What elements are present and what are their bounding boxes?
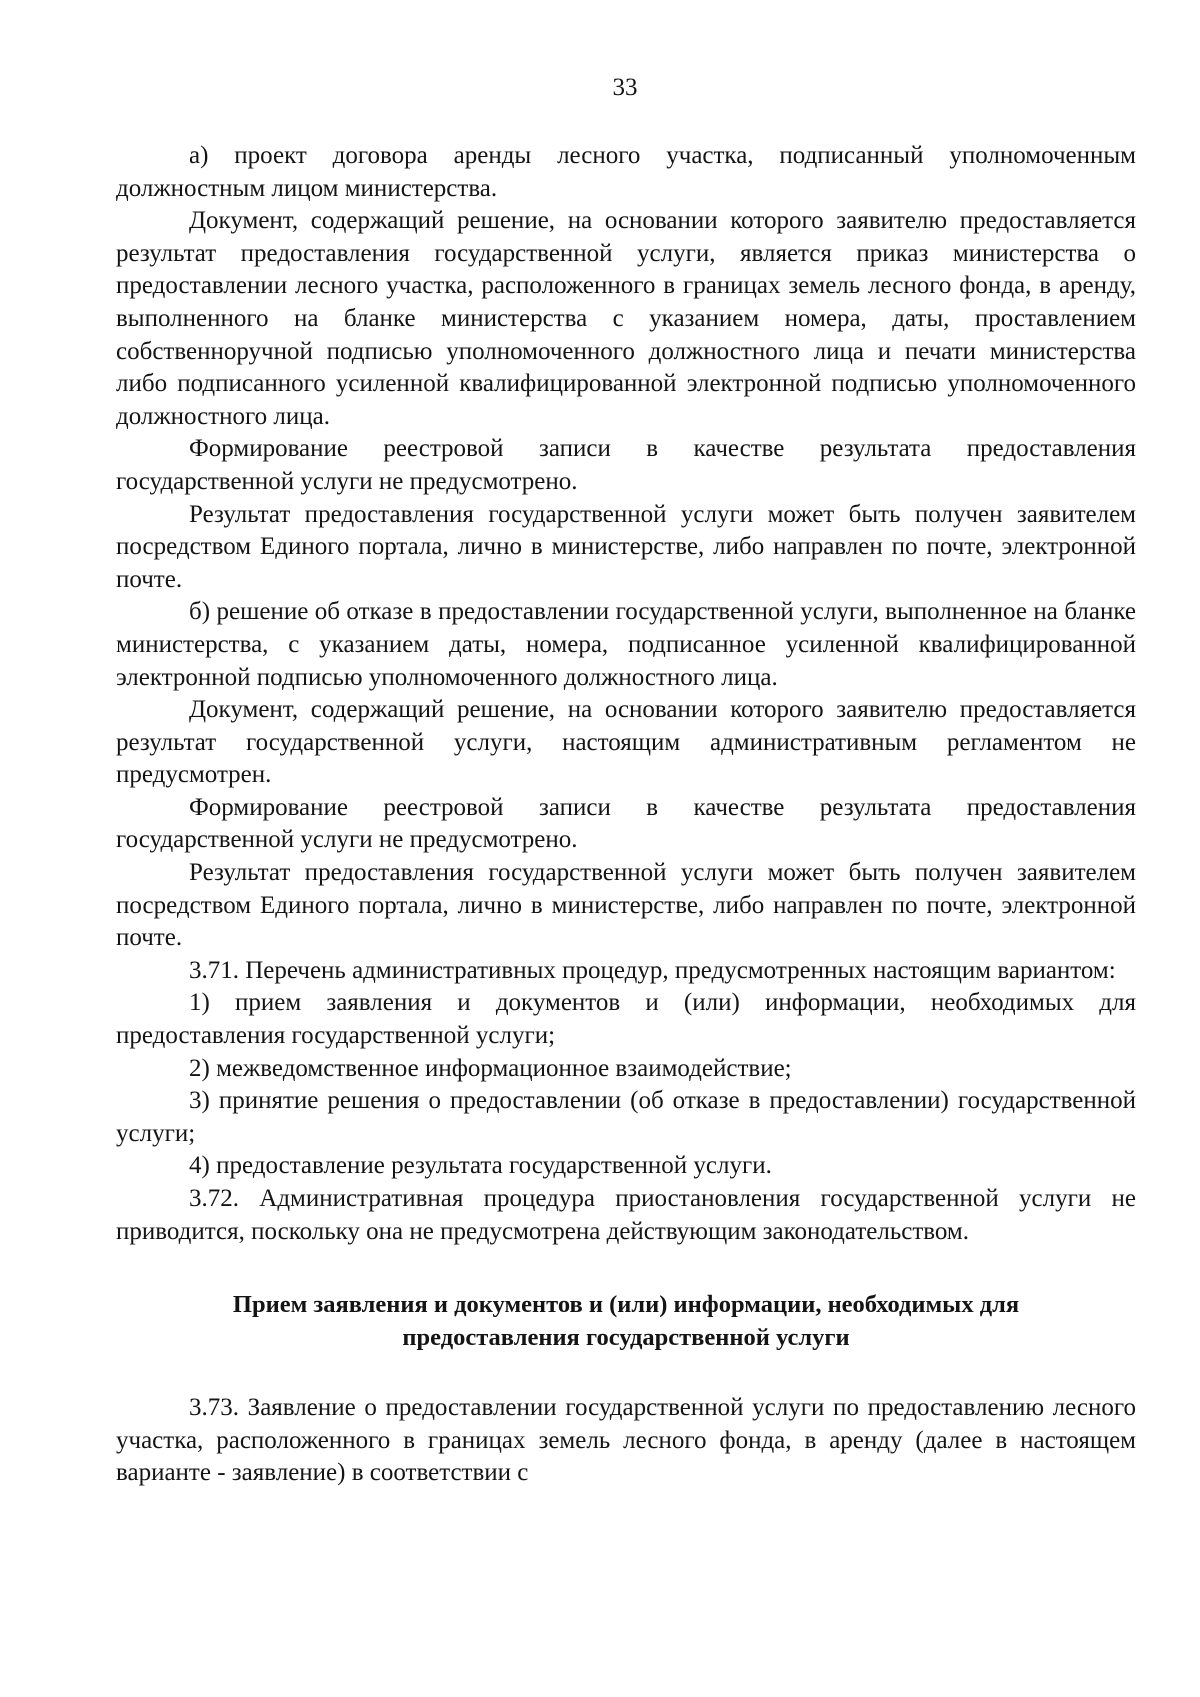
page-number: 33: [612, 74, 638, 101]
list-item: 4) предоставление результата государственной услуги.: [189, 1152, 772, 1180]
paragraph: 3.71. Перечень административных процедур, предусмотренных настоящим вариантом:: [189, 956, 1116, 984]
paragraph: Документ, содержащий решение, на основании которого заявителю предоставляется результат предоставления государственной услуги, является приказ министерства о предоставлении лесного участка, расположенного в границах земель лесного фонда, в аренду, выполненного на бланке министерства с указанием номера, даты, проставлением собственноручной подписью уполномоченного должностного лица и печати министерства либо подписанного усиленной квалифицированной электронной подписью уполномоченного должностного лица.: [116, 207, 1136, 430]
paragraph: а) проект договора аренды лесного участка, подписанный уполномоченным должностным лицом министерства.: [116, 142, 1136, 202]
section-heading: [116, 1288, 1136, 1354]
paragraph: 3.73. Заявление о предоставлении государственной услуги по предоставлению лесного участка, расположенного в границах земель лесного фонда, в аренду (далее в настоящем варианте - заявление) в соответствии с: [116, 1394, 1136, 1487]
paragraph: Документ, содержащий решение, на основании которого заявителю предоставляется результат государственной услуги, настоящим административным регламентом не предусмотрен.: [116, 696, 1136, 789]
list-item: 1) прием заявления и документов и (или) информации, необходимых для предоставления государственной услуги;: [116, 989, 1136, 1050]
paragraph: Результат предоставления государственной услуги может быть получен заявителем посредством Единого портала, лично в министерстве, либо направлен по почте, электронной почте.: [116, 500, 1136, 593]
list-item: 3) принятие решения о предоставлении (об отказе в предоставлении) государственной услуги;: [116, 1087, 1136, 1147]
paragraph: 3.72. Административная процедура приостановления государственной услуги не приводится, поскольку она не предусмотрена действующим законодательством.: [116, 1185, 1136, 1245]
section-heading-line: предоставления государственной услуги: [402, 1324, 850, 1352]
paragraph: б) решение об отказе в предоставлении государственной услуги, выполненное на бланке министерства, с указанием даты, номера, подписанное усиленной квалифицированной электронной подписью уполномоченного должностного лица.: [116, 598, 1136, 691]
paragraph: Формирование реестровой записи в качестве результата предоставления государственной услуги не предусмотрено.: [116, 793, 1136, 854]
paragraph: Результат предоставления государственной услуги может быть получен заявителем посредством Единого портала, лично в министерстве, либо направлен по почте, электронной почте.: [116, 859, 1136, 952]
page-body: [116, 140, 1136, 1490]
section-heading-line: Прием заявления и документов и (или) информации, необходимых для: [232, 1291, 1020, 1319]
paragraph: Формирование реестровой записи в качестве результата предоставления государственной услуги не предусмотрено.: [116, 435, 1136, 495]
list-item: 2) межведомственное информационное взаимодействие;: [189, 1054, 792, 1082]
